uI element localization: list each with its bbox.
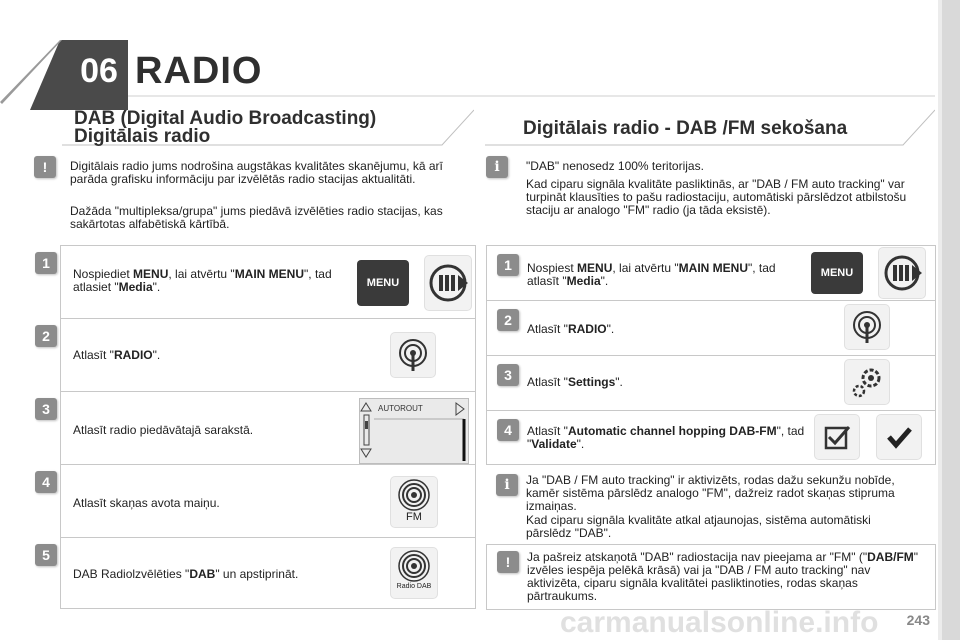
- right-info-p1: "DAB" nenosedz 100% teritorijas.: [526, 159, 704, 173]
- left-step-4-text: Atlasīt skaņas avota maiņu.: [73, 496, 220, 510]
- right-info-p2: Kad ciparu signāla kvalitāte pasliktinās, ar "DAB / FM auto tracking" var turpināt klausīties to pašu radiostaciju, automātiski pārslēdzot atbilstošu staciju ar analogo "FM" radio (ja tāda eksistē).: [526, 177, 907, 217]
- right-info2-p1: Ja "DAB / FM auto tracking" ir aktivizēts, rodas dažu sekunžu nobīde, kamēr sistēma pārslēdz analogo "FM", dažreiz radot skaņas stipruma izmaiņas.: [526, 473, 895, 513]
- step-badge: 1: [497, 254, 519, 276]
- header-rule: [0, 0, 960, 120]
- left-step-3-text: Atlasīt radio piedāvātajā sarakstā.: [73, 423, 254, 437]
- left-step-3: [42, 392, 475, 464]
- step-badge: 4: [497, 419, 519, 441]
- settings-gear-icon[interactable]: [845, 360, 889, 404]
- step-badge: 4: [35, 471, 57, 493]
- warning-icon: !: [34, 156, 56, 178]
- right-step-1: [487, 246, 935, 300]
- right-step-4: [487, 411, 935, 465]
- right-steps-panel: [486, 245, 936, 465]
- page-number: 243: [906, 612, 930, 628]
- right-step-3: [487, 356, 935, 410]
- step-badge: 2: [35, 325, 57, 347]
- left-intro-block: [42, 148, 476, 240]
- step-badge: 3: [35, 398, 57, 420]
- left-step-2: [42, 319, 475, 391]
- step-badge: 1: [35, 252, 57, 274]
- right-step-2: [487, 301, 935, 355]
- station-list-label: AUTOROUT: [378, 404, 423, 413]
- left-title-line2: Digitālais radio: [74, 126, 211, 147]
- left-intro-p2: Dažāda "multipleksa/grupa" jums piedāvā izvēlēties radio stacijas, kas sakārtotas alfabētiskā kārtībā.: [70, 204, 443, 231]
- watermark: carmanualsonline.info: [560, 606, 879, 639]
- info-icon: i: [486, 156, 508, 178]
- right-step-2-text: Atlasīt "RADIO".: [527, 322, 615, 336]
- right-step-1-text: Nospiest MENU, lai atvērtu "MAIN MENU", tad atlasīt "Media".: [527, 261, 776, 288]
- left-step-2-text: Atlasīt "RADIO".: [73, 348, 161, 362]
- info-icon: i: [496, 474, 518, 496]
- checkbox-icon[interactable]: [815, 415, 859, 459]
- fm-label: FM: [406, 511, 422, 523]
- right-title: Digitālais radio - DAB /FM sekošana: [523, 118, 848, 139]
- right-step-4-text: Atlasīt "Automatic channel hopping DAB-FM", tad "Validate".: [527, 424, 805, 451]
- chapter-number: 06: [80, 52, 118, 90]
- right-info2-block: [486, 470, 936, 544]
- right-step-3-text: Atlasīt "Settings".: [527, 375, 623, 389]
- warning-icon: !: [497, 551, 519, 573]
- station-list-screen[interactable]: [359, 398, 469, 464]
- left-steps-panel: [42, 245, 476, 609]
- left-step-4: [42, 465, 475, 537]
- left-title-line1: DAB (Digital Audio Broadcasting): [74, 108, 377, 129]
- step-badge: 5: [35, 544, 57, 566]
- step-badge: 2: [497, 309, 519, 331]
- menu-button-icon[interactable]: MENU: [357, 260, 409, 306]
- play-pause-icon[interactable]: [425, 256, 471, 310]
- right-warning-block: [486, 544, 936, 610]
- left-step-5: [42, 538, 475, 608]
- right-info2-p2: Kad ciparu signāla kvalitāte atkal atjaunojas, sistēma automātiski pārslēdz "DAB".: [526, 513, 871, 540]
- left-step-1-text: Nospiediet MENU, lai atvērtu "MAIN MENU", tad atlasiet "Media".: [73, 267, 332, 294]
- radio-antenna-icon[interactable]: [391, 333, 435, 377]
- right-info-block: [486, 148, 936, 240]
- radio-dab-icon[interactable]: [391, 548, 437, 598]
- left-step-1: [42, 246, 475, 318]
- left-section-header: [62, 104, 474, 147]
- fm-radio-icon[interactable]: [391, 477, 437, 527]
- play-pause-icon[interactable]: [879, 248, 925, 298]
- step-badge: 3: [497, 364, 519, 386]
- radio-dab-label: Radio DAB: [396, 583, 432, 590]
- menu-button-icon[interactable]: MENU: [811, 252, 863, 294]
- checkmark-icon[interactable]: [877, 415, 921, 459]
- left-step-5-text: DAB Radiolzvēlēties "DAB" un apstiprināt.: [73, 567, 299, 581]
- radio-antenna-icon[interactable]: [845, 305, 889, 349]
- right-warning-text: Ja pašreiz atskaņotā "DAB" radiostacija nav pieejama ar "FM" ("DAB/FM" izvēles iespēja pelēkā krāsā) vai ja "DAB / FM auto tracking" nav aktivizēta, ciparu signāla kvalitātei pasliktinoties, rodas skaņas pārtraukums.: [527, 550, 919, 603]
- right-section-header: [485, 104, 935, 144]
- left-intro-p1: Digitālais radio jums nodrošina augstākas kvalitātes skanējumu, kā arī parāda grafisku informāciju par izvēlētās radio stacijas aktualitāti.: [70, 159, 443, 186]
- chapter-title: RADIO: [135, 50, 263, 92]
